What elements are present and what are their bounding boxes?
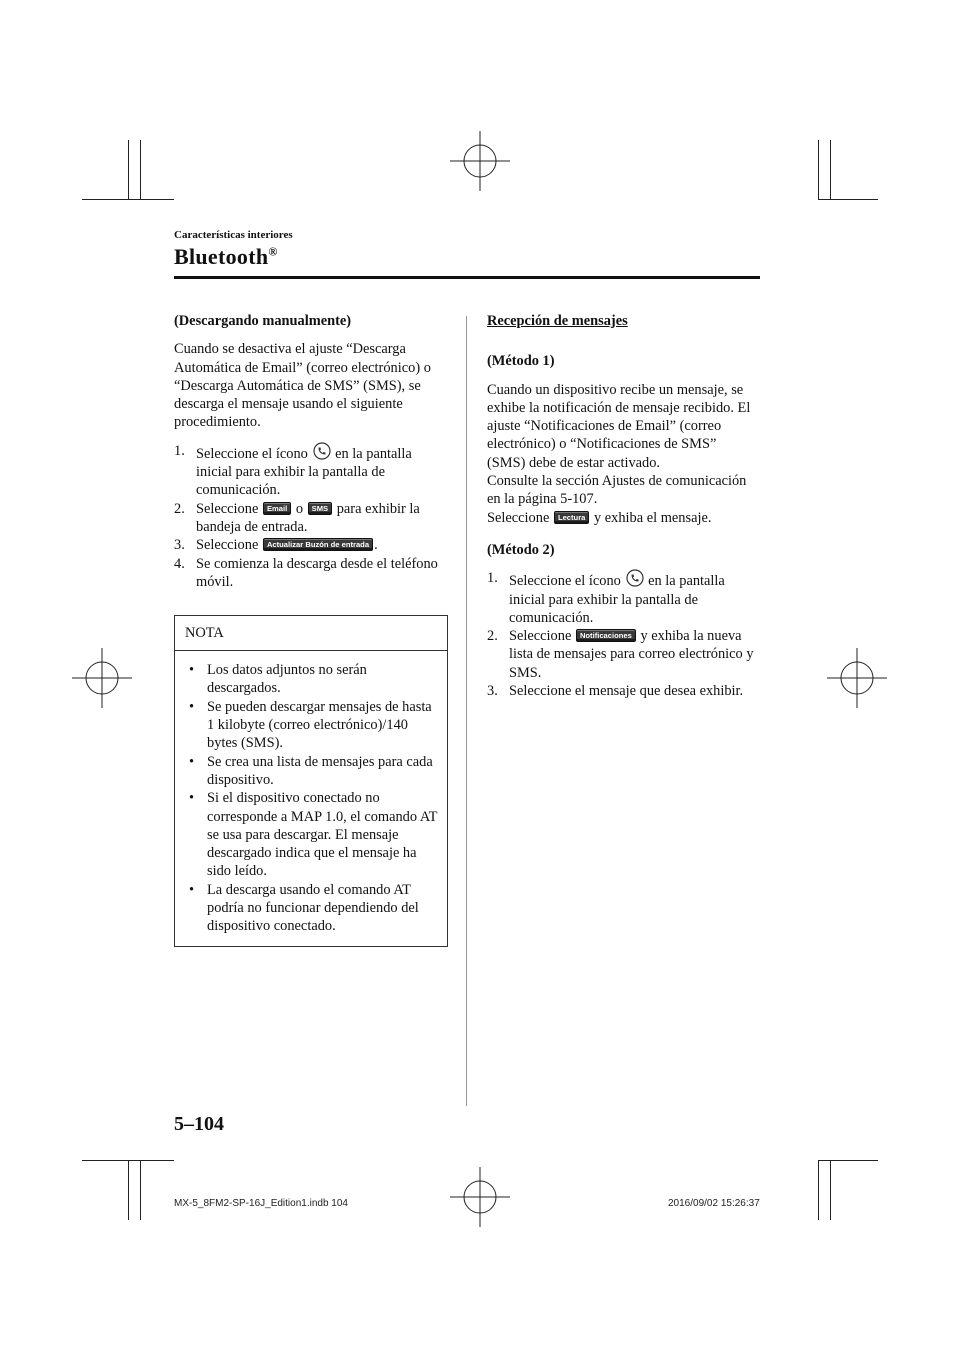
method1-instruction bbox=[487, 509, 757, 527]
heading-method-1: (Método 1) bbox=[487, 353, 555, 370]
step-text: o bbox=[295, 500, 304, 517]
footer-timestamp: 2016/09/02 15:26:37 bbox=[668, 1198, 760, 1209]
right-column bbox=[487, 312, 757, 700]
list-item bbox=[185, 881, 439, 936]
sms-button[interactable]: SMS bbox=[308, 502, 332, 515]
note-box bbox=[174, 615, 448, 946]
step-text: Seleccione bbox=[196, 500, 259, 517]
list-item bbox=[185, 789, 439, 880]
step-number: 4. bbox=[174, 555, 185, 572]
registration-crosshair-icon bbox=[450, 1167, 510, 1227]
step-number: 3. bbox=[487, 683, 498, 700]
step-number: 1. bbox=[174, 442, 185, 459]
step-text: en la pantalla inicial para exhibir la pantalla de comunicación. bbox=[509, 573, 725, 626]
list-item bbox=[185, 753, 439, 790]
section-label: Características interiores bbox=[174, 229, 293, 241]
bullet: • bbox=[189, 790, 195, 807]
left-column bbox=[174, 312, 444, 947]
note-title: NOTA bbox=[175, 616, 447, 651]
step-text: para exhibir la bandeja de entrada. bbox=[196, 500, 420, 535]
list-item bbox=[487, 682, 757, 700]
step-text: . bbox=[374, 537, 378, 554]
read-button[interactable]: Lectura bbox=[554, 511, 589, 524]
phone-icon[interactable] bbox=[626, 569, 644, 587]
list-item bbox=[185, 661, 439, 698]
header-rule bbox=[174, 276, 760, 279]
note-text: Si el dispositivo conectado no corresponde a MAP 1.0, el comando AT se usa para descargar. El mensaje descargado indica que el mensaje ha sido leído. bbox=[207, 790, 438, 880]
email-button[interactable]: Email bbox=[263, 502, 291, 515]
list-item bbox=[174, 442, 444, 500]
page-title-text: Bluetooth bbox=[174, 244, 269, 269]
step-text: Seleccione bbox=[487, 509, 550, 526]
note-text: La descarga usando el comando AT podría no funcionar dependiendo del dispositivo conectado. bbox=[207, 881, 419, 935]
step-text: Seleccione bbox=[509, 628, 572, 645]
heading-method-2: (Método 2) bbox=[487, 541, 555, 558]
method1-paragraph: Cuando un dispositivo recibe un mensaje, se exhibe la notificación de mensaje recibido. El ajuste “Notificaciones de Email” (correo electrónico) o “Notificaciones de SMS” (SMS) debe de estar activado. bbox=[487, 381, 751, 471]
notifications-button[interactable]: Notificaciones bbox=[576, 629, 636, 642]
page-number: 5–104 bbox=[174, 1113, 224, 1135]
note-text: Los datos adjuntos no serán descargados. bbox=[207, 662, 367, 697]
bullet: • bbox=[189, 662, 195, 679]
step-text: y exhiba la nueva lista de mensajes para correo electrónico y SMS. bbox=[509, 628, 754, 681]
note-text: Se crea una lista de mensajes para cada dispositivo. bbox=[207, 753, 433, 788]
method2-steps bbox=[487, 569, 757, 700]
column-divider bbox=[466, 316, 467, 1106]
step-text: Seleccione bbox=[196, 537, 259, 554]
bullet: • bbox=[189, 753, 195, 770]
note-text: Se pueden descargar mensajes de hasta 1 kilobyte (correo electrónico)/140 bytes (SMS). bbox=[207, 698, 432, 752]
step-text: Seleccione el mensaje que desea exhibir. bbox=[509, 683, 744, 700]
step-text: Seleccione el ícono bbox=[509, 573, 621, 590]
note-list bbox=[185, 661, 439, 935]
step-number: 3. bbox=[174, 537, 185, 554]
step-text: Seleccione el ícono bbox=[196, 445, 308, 462]
list-item bbox=[174, 555, 444, 592]
list-item bbox=[174, 500, 444, 537]
step-number: 2. bbox=[487, 628, 498, 645]
registration-crosshair-icon bbox=[827, 648, 887, 708]
list-item bbox=[487, 569, 757, 627]
list-item bbox=[185, 698, 439, 753]
list-item bbox=[487, 627, 757, 682]
manual-download-steps bbox=[174, 442, 444, 591]
update-inbox-button[interactable]: Actualizar Buzón de entrada bbox=[263, 538, 373, 551]
heading-manual-download: (Descargando manualmente) bbox=[174, 313, 352, 329]
footer-file: MX-5_8FM2-SP-16J_Edition1.indb 104 bbox=[174, 1198, 348, 1209]
step-text: Se comienza la descarga desde el teléfono móvil. bbox=[196, 555, 438, 590]
phone-icon[interactable] bbox=[313, 442, 331, 460]
step-text: y exhiba el mensaje. bbox=[593, 509, 712, 526]
intro-paragraph: Cuando se desactiva el ajuste “Descarga Automática de Email” (correo electrónico) o “Descarga Automática de SMS” (SMS), se descarga el mensaje usando el siguiente procedimiento. bbox=[174, 341, 431, 431]
method1-reference: Consulte la sección Ajustes de comunicación en la página 5-107. bbox=[487, 473, 747, 508]
step-text: en la pantalla inicial para exhibir la pantalla de comunicación. bbox=[196, 445, 412, 499]
list-item bbox=[174, 536, 444, 554]
registration-crosshair-icon bbox=[72, 648, 132, 708]
heading-receiving-messages: Recepción de mensajes bbox=[487, 313, 628, 329]
bullet: • bbox=[189, 698, 195, 715]
step-number: 2. bbox=[174, 500, 185, 517]
step-number: 1. bbox=[487, 570, 498, 587]
page-title bbox=[174, 244, 278, 270]
registration-crosshair-icon bbox=[450, 131, 510, 191]
bullet: • bbox=[189, 881, 195, 898]
registered-mark: ® bbox=[268, 244, 278, 259]
